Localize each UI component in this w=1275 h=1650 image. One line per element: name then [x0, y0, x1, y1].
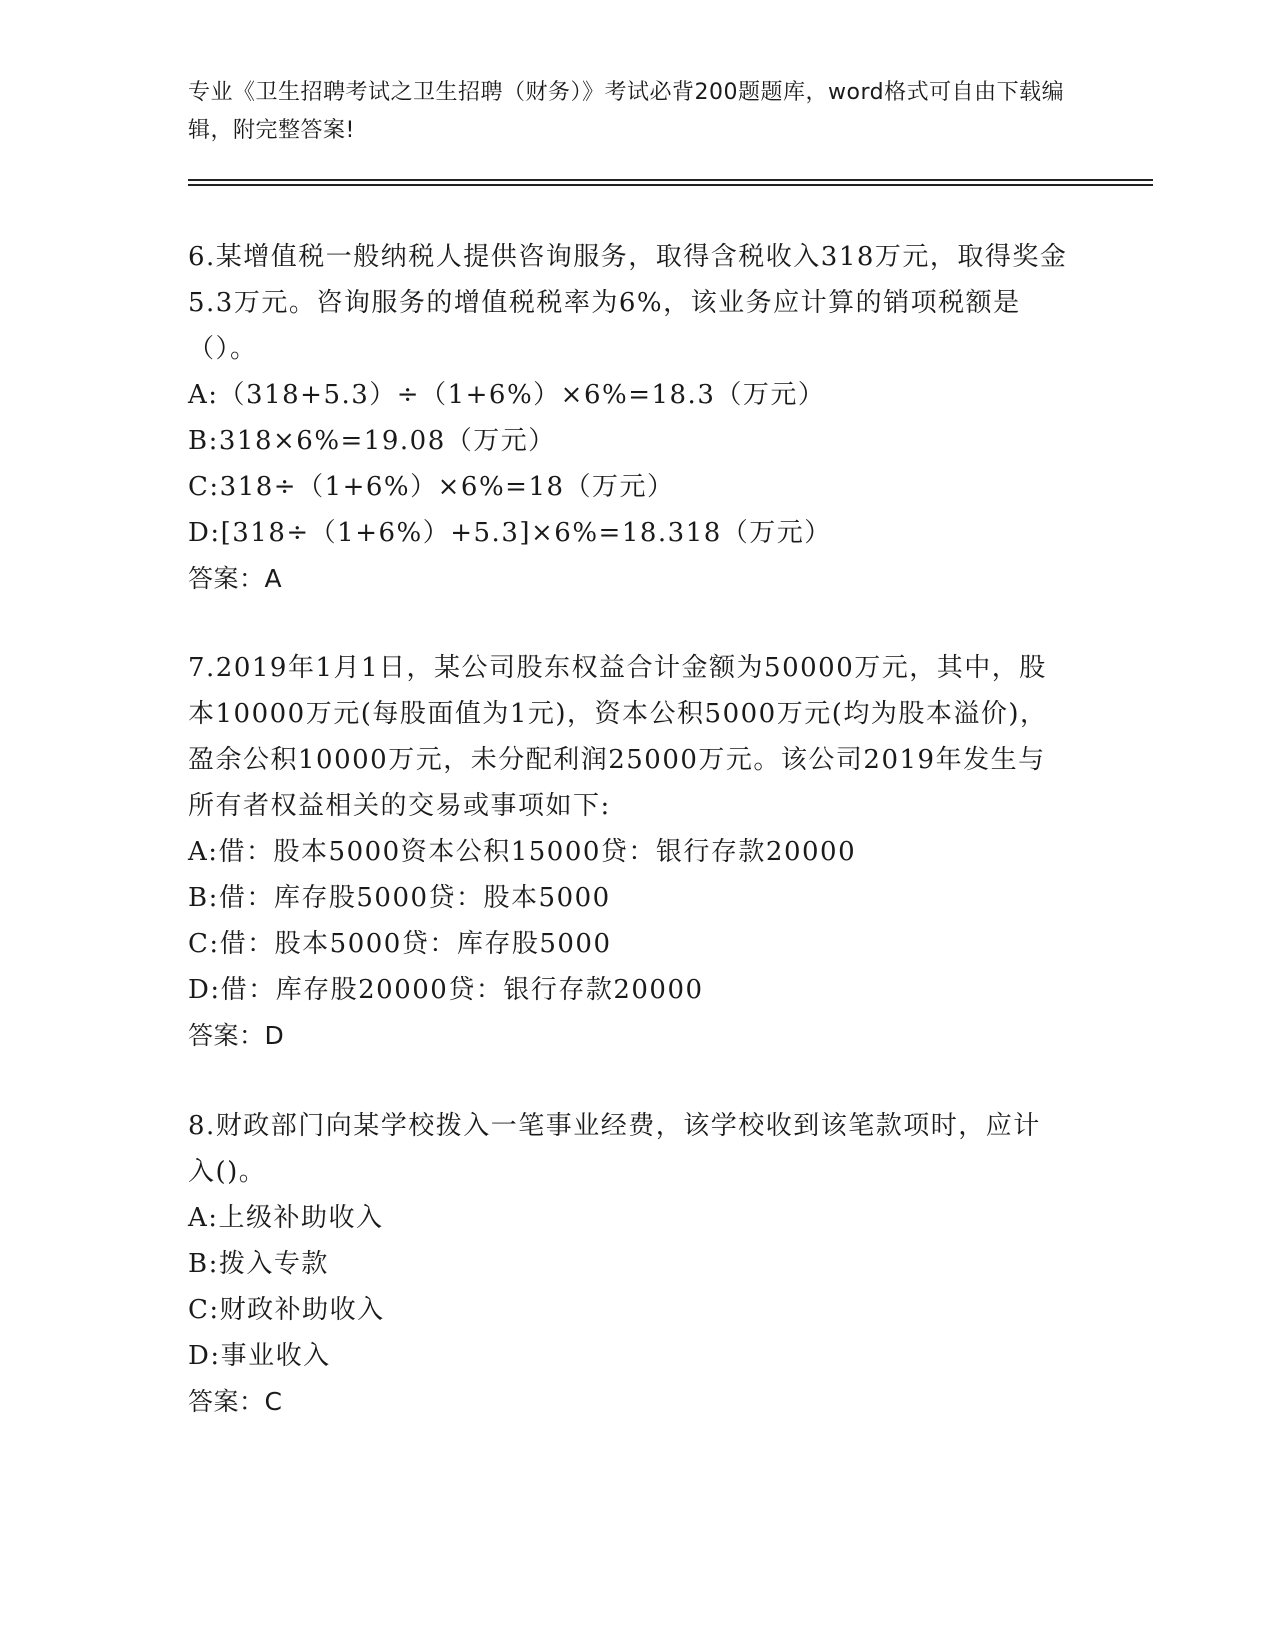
header-divider-top — [188, 179, 1153, 181]
option-b: B:拨入专款 — [188, 1249, 329, 1279]
option-a: A:上级补助收入 — [188, 1203, 384, 1233]
header-divider-bottom — [188, 184, 1153, 186]
answer-label: 答案：D — [188, 1021, 285, 1050]
question-stem: 8.财政部门向某学校拨入一笔事业经费，该学校收到该笔款项时，应计入()。 — [188, 1111, 1041, 1187]
option-d: D:事业收入 — [188, 1341, 331, 1371]
option-d: D:借：库存股20000贷：银行存款20000 — [188, 975, 704, 1005]
option-d: D:[318÷（1+6%）+5.3]×6%=18.318（万元） — [188, 518, 832, 548]
question-8 — [188, 1103, 1068, 1425]
option-a: A:借：股本5000资本公积15000贷：银行存款20000 — [188, 837, 857, 867]
option-c: C:借：股本5000贷：库存股5000 — [188, 929, 612, 959]
option-a: A:（318+5.3）÷（1+6%）×6%=18.3（万元） — [188, 380, 826, 410]
question-stem: 7.2019年1月1日，某公司股东权益合计金额为50000万元，其中，股本10000万元(每股面值为1元)，资本公积5000万元(均为股本溢价)，盈余公积10000万元，未分配利润25000万元。该公司2019年发生与所有者权益相关的交易或事项如下: — [188, 653, 1048, 821]
option-b: B:318×6%=19.08（万元） — [188, 426, 556, 456]
option-c: C:财政补助收入 — [188, 1295, 385, 1325]
option-b: B:借：库存股5000贷：股本5000 — [188, 883, 611, 913]
document-intro: 专业《卫生招聘考试之卫生招聘（财务）》考试必背200题题库，word格式可自由下载编辑，附完整答案! — [188, 80, 1065, 143]
answer-label: 答案：C — [188, 1387, 283, 1416]
question-stem: 6.某增值税一般纳税人提供咨询服务，取得含税收入318万元，取得奖金5.3万元。咨询服务的增值税税率为6%，该业务应计算的销项税额是（）。 — [188, 242, 1068, 364]
option-c: C:318÷（1+6%）×6%=18（万元） — [188, 472, 675, 502]
question-6 — [188, 234, 1068, 602]
answer-label: 答案：A — [188, 564, 283, 593]
question-7 — [188, 645, 1068, 1059]
